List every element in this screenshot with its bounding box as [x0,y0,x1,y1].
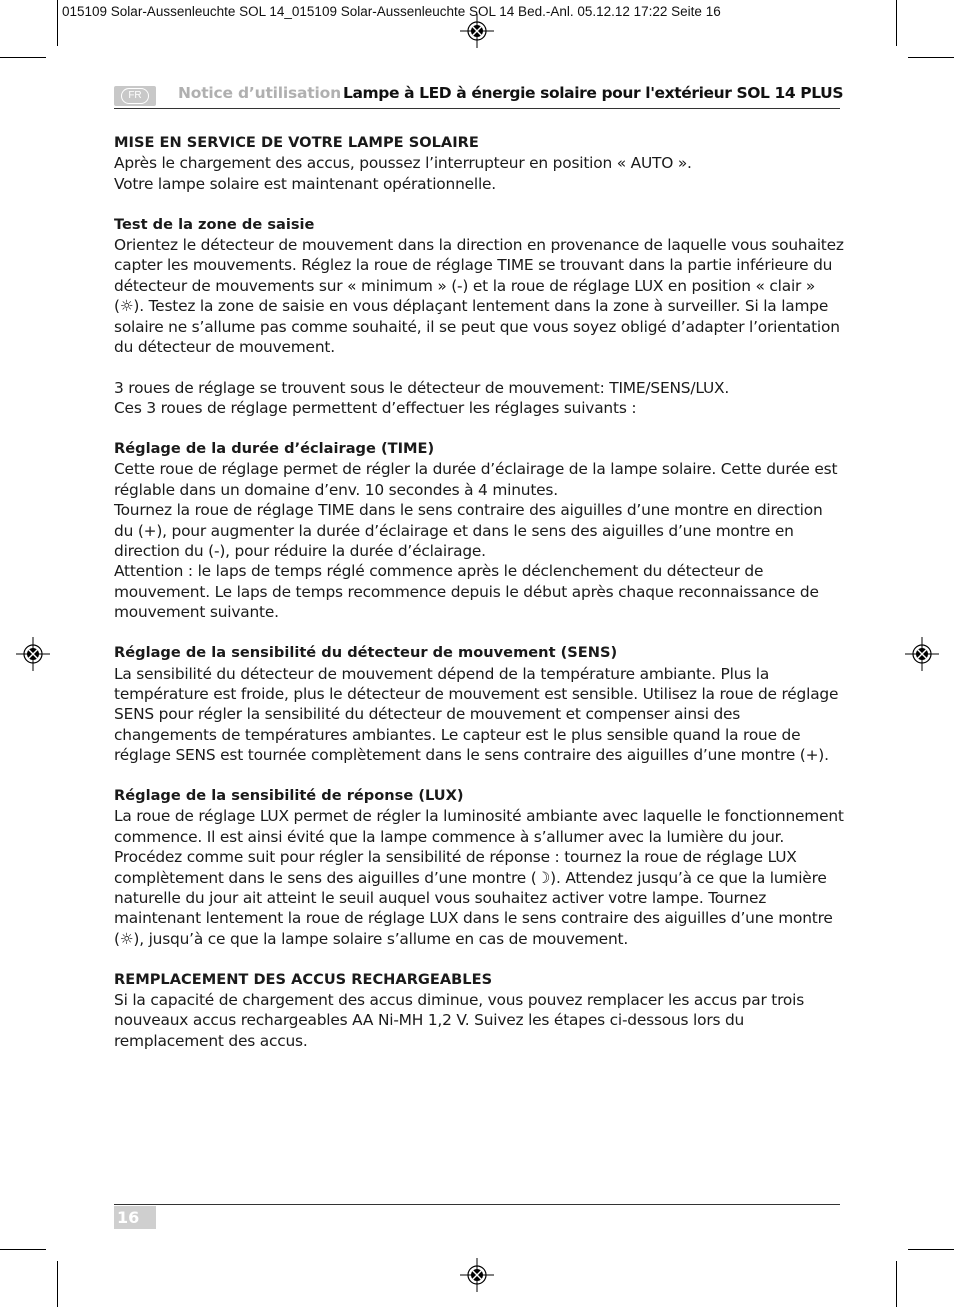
language-badge [114,86,156,106]
paragraph: Procédez comme suit pour régler la sensibilité de réponse : tournez la roue de réglage LUX complètement dans le sens des aiguilles d’une montre (☽). Attendez jusqu’à ce que la lumière naturelle du jour ait atteint le seuil auquel vous souhaitez activer votre lampe. Tournez maintenant lentement la roue de réglage LUX dans le sens contraire des aiguilles d’une montre (☼), jusqu’à ce que la lampe solaire s’allume en cas de mouvement. [114,848,833,948]
header-divider [114,108,840,109]
crop-mark [908,1249,954,1250]
section-test-zone-saisie [114,215,844,358]
paragraph: Tournez la roue de réglage TIME dans le sens contraire des aiguilles d’une montre en direction du (+), pour augmenter la durée d’éclairage et dans le sens des aiguilles d’une montre en direction du (-), pour réduire la durée d’éclairage. [114,501,823,561]
section-heading: Test de la zone de saisie [114,215,315,233]
crop-mark [908,57,954,58]
section-heading: Réglage de la durée d’éclairage (TIME) [114,440,435,458]
section-heading: REMPLACEMENT DES ACCUS RECHARGEABLES [114,970,493,988]
paragraph: Cette roue de réglage permet de régler la durée d’éclairage de la lampe solaire. Cette durée est réglable dans un domaine d’env. 10 secondes à 4 minutes. [114,460,838,499]
crop-mark [57,1261,58,1307]
section-reglage-sens [114,643,844,765]
paragraph: Ces 3 roues de réglage permettent d’effectuer les réglages suivants : [114,399,637,418]
paragraph: Votre lampe solaire est maintenant opérationnelle. [114,174,497,193]
section-heading: Réglage de la sensibilité du détecteur de mouvement (SENS) [114,644,618,662]
crop-mark [896,0,897,46]
manual-content [114,133,844,1072]
section-reglage-time [114,439,844,623]
section-reglage-lux [114,786,844,949]
section-roues-de-reglage [114,378,844,419]
language-badge-label: FR [121,88,149,104]
paragraph: Attention : le laps de temps réglé commence après le déclenchement du détecteur de mouvement. Le laps de temps recommence depuis le début après chaque reconnaissance de mouvement suivante. [114,562,819,622]
registration-mark-icon [460,1258,494,1292]
section-heading: MISE EN SERVICE DE VOTRE LAMPE SOLAIRE [114,134,479,151]
crop-mark [0,57,46,58]
section-mise-en-service [114,133,844,194]
header-title: Lampe à LED à énergie solaire pour l'extérieur SOL 14 PLUS [343,84,844,102]
crop-mark [0,1249,46,1250]
crop-mark [896,1261,897,1307]
paragraph: 3 roues de réglage se trouvent sous le détecteur de mouvement: TIME/SENS/LUX. [114,378,730,397]
header-label: Notice d’utilisation [178,84,341,102]
registration-mark-icon [460,14,494,48]
page-number: 16 [114,1206,156,1229]
print-slug: 015109 Solar-Aussenleuchte SOL 14_015109 Solar-Aussenleuchte SOL 14 Bed.-Anl. 05.12.12 17:22 Seite 16 [62,4,721,19]
section-heading: Réglage de la sensibilité de réponse (LUX) [114,786,464,804]
paragraph: Orientez le détecteur de mouvement dans la direction en provenance de laquelle vous souhaitez capter les mouvements. Réglez la roue de réglage TIME se trouvant dans la partie inférieure du détecteur de mouvements sur « minimum » (-) et la roue de réglage LUX en position « clair » (☼). Testez la zone de saisie en vous déplaçant lentement dans la zone à surveiller. Si la lampe solaire ne s’allume pas comme souhaité, il se peut que vous soyez obligé d’adapter l’orientation du détecteur de mouvement. [114,236,844,357]
paragraph: La sensibilité du détecteur de mouvement dépend de la température ambiante. Plus la température est froide, plus le détecteur de mouvement est sensible. Utilisez la roue de réglage SENS pour régler la sensibilité du détecteur de mouvement et compenser ainsi des changements de températures ambiantes. Le capteur est le plus sensible quand la roue de réglage SENS est tournée complètement dans le sens contraire des aiguilles d’une montre (+). [114,664,839,765]
footer-divider [114,1204,840,1205]
section-remplacement-accus [114,970,844,1052]
registration-mark-icon [16,637,50,671]
paragraph: Après le chargement des accus, poussez l’interrupteur en position « AUTO ». [114,154,692,173]
paragraph: La roue de réglage LUX permet de régler la luminosité ambiante avec laquelle le fonctionnement commence. Il est ainsi évité que la lampe commence à s’allumer avec la lumière du jour. [114,807,844,846]
registration-mark-icon [905,637,939,671]
paragraph: Si la capacité de chargement des accus diminue, vous pouvez remplacer les accus par trois nouveaux accus rechargeables AA Ni-MH 1,2 V. Suivez les étapes ci-dessous lors du remplacement des accus. [114,990,805,1050]
crop-mark [57,0,58,46]
